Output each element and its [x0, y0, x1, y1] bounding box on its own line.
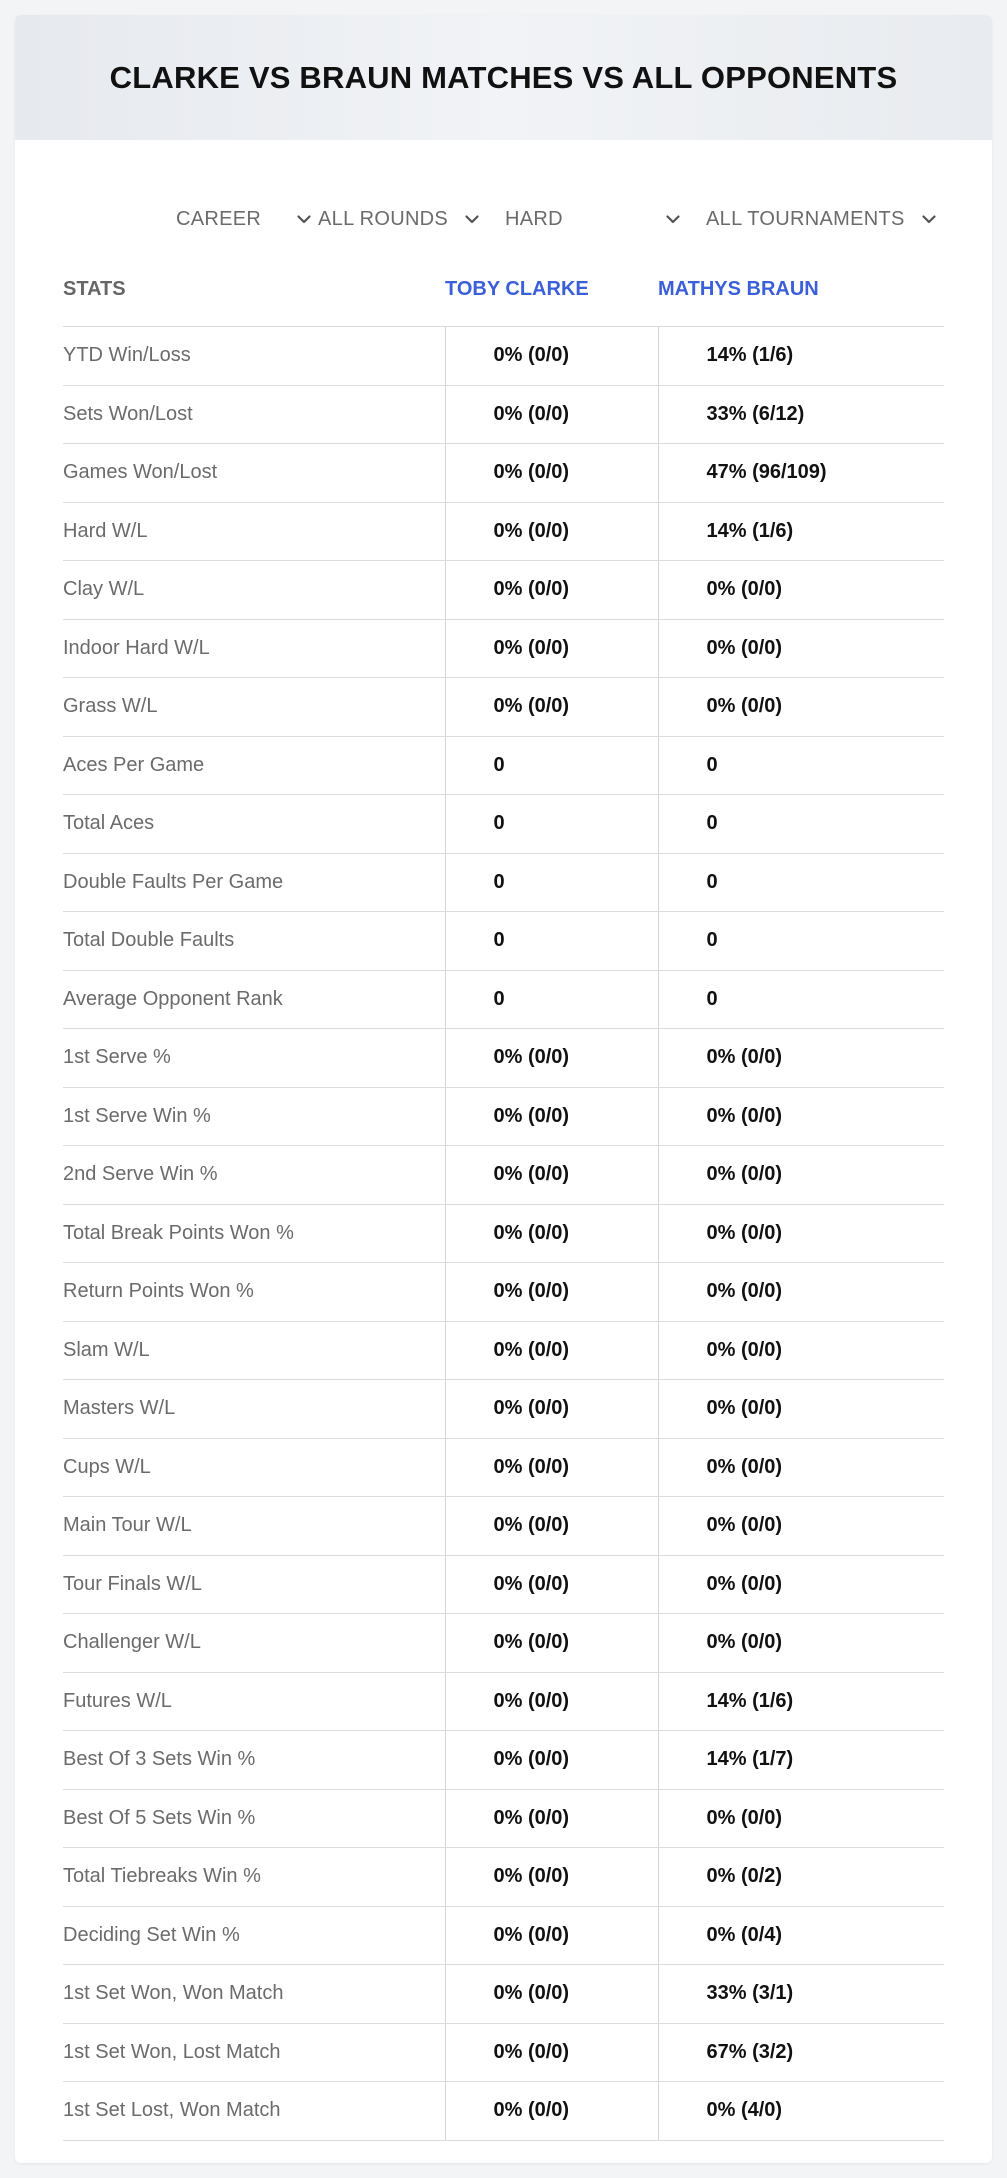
stat-label: Futures W/L — [63, 1672, 445, 1731]
table-row — [63, 1555, 944, 1614]
player2-stat-value: 0% (0/0) — [658, 1380, 944, 1439]
chevron-down-icon[interactable] — [666, 189, 680, 249]
filter-bar — [15, 189, 992, 249]
player1-stat-value: 0% (0/0) — [445, 1029, 658, 1088]
player2-stat-value: 0% (0/0) — [658, 1438, 944, 1497]
stats-column-header: STATS — [63, 253, 445, 327]
table-row — [63, 1731, 944, 1790]
player1-stat-value: 0% (0/0) — [445, 1555, 658, 1614]
stat-label: Sets Won/Lost — [63, 385, 445, 444]
table-row — [63, 1614, 944, 1673]
table-row — [63, 1848, 944, 1907]
player2-stat-value: 33% (3/1) — [658, 1965, 944, 2024]
player1-stat-value: 0% (0/0) — [445, 385, 658, 444]
stat-label: Total Tiebreaks Win % — [63, 1848, 445, 1907]
stat-label: 1st Set Lost, Won Match — [63, 2082, 445, 2141]
player2-stat-value: 0 — [658, 912, 944, 971]
stat-label: Indoor Hard W/L — [63, 619, 445, 678]
table-row — [63, 1965, 944, 2024]
player2-stat-value: 0% (0/0) — [658, 1263, 944, 1322]
player2-column-header[interactable]: MATHYS BRAUN — [658, 253, 944, 327]
player1-stat-value: 0 — [445, 736, 658, 795]
card-header — [15, 15, 992, 140]
filter-career-label: CAREER — [176, 207, 262, 230]
table-row — [63, 1380, 944, 1439]
table-row — [63, 561, 944, 620]
stat-label: Hard W/L — [63, 502, 445, 561]
player1-stat-value: 0% (0/0) — [445, 2082, 658, 2141]
stats-table — [63, 253, 944, 2141]
player2-stat-value: 67% (3/2) — [658, 2023, 944, 2082]
player2-stat-value: 14% (1/6) — [658, 502, 944, 561]
stat-label: Total Break Points Won % — [63, 1204, 445, 1263]
table-row — [63, 619, 944, 678]
player2-stat-value: 0% (0/2) — [658, 1848, 944, 1907]
player1-stat-value: 0% (0/0) — [445, 1614, 658, 1673]
stat-label: Cups W/L — [63, 1438, 445, 1497]
player2-stat-value: 0% (0/0) — [658, 1029, 944, 1088]
table-row — [63, 385, 944, 444]
player2-stat-value: 0% (0/0) — [658, 1204, 944, 1263]
stat-label: Total Aces — [63, 795, 445, 854]
chevron-down-icon[interactable] — [297, 189, 311, 249]
table-row — [63, 1321, 944, 1380]
player2-stat-value: 0% (0/0) — [658, 1321, 944, 1380]
table-row — [63, 970, 944, 1029]
player1-stat-value: 0% (0/0) — [445, 1146, 658, 1205]
player1-stat-value: 0% (0/0) — [445, 1906, 658, 1965]
stat-label: Games Won/Lost — [63, 444, 445, 503]
player1-stat-value: 0% (0/0) — [445, 1672, 658, 1731]
player2-stat-value: 0% (0/0) — [658, 1087, 944, 1146]
player1-stat-value: 0 — [445, 853, 658, 912]
chevron-down-icon[interactable] — [922, 189, 936, 249]
player1-stat-value: 0% (0/0) — [445, 1380, 658, 1439]
table-row — [63, 1672, 944, 1731]
filter-surface-label: HARD — [505, 207, 563, 230]
chevron-down-icon[interactable] — [465, 189, 479, 249]
stat-label: Main Tour W/L — [63, 1497, 445, 1556]
table-row — [63, 678, 944, 737]
player2-stat-value: 0% (0/4) — [658, 1906, 944, 1965]
stat-label: Return Points Won % — [63, 1263, 445, 1322]
stat-label: 1st Set Won, Lost Match — [63, 2023, 445, 2082]
stat-label: 1st Serve % — [63, 1029, 445, 1088]
stat-label: Average Opponent Rank — [63, 970, 445, 1029]
stat-label: Challenger W/L — [63, 1614, 445, 1673]
player1-stat-value: 0% (0/0) — [445, 1789, 658, 1848]
table-row — [63, 1263, 944, 1322]
player1-stat-value: 0% (0/0) — [445, 1438, 658, 1497]
stats-card — [15, 15, 992, 2163]
table-row — [63, 2082, 944, 2141]
stat-label: 2nd Serve Win % — [63, 1146, 445, 1205]
player1-stat-value: 0% (0/0) — [445, 1321, 658, 1380]
stat-label: Slam W/L — [63, 1321, 445, 1380]
table-row — [63, 444, 944, 503]
player1-stat-value: 0% (0/0) — [445, 327, 658, 386]
player1-stat-value: 0% (0/0) — [445, 678, 658, 737]
table-row — [63, 1906, 944, 1965]
player2-stat-value: 0% (0/0) — [658, 678, 944, 737]
player2-stat-value: 0 — [658, 795, 944, 854]
stat-label: 1st Set Won, Won Match — [63, 1965, 445, 2024]
player2-stat-value: 0% (0/0) — [658, 561, 944, 620]
table-row — [63, 736, 944, 795]
player2-stat-value: 0% (0/0) — [658, 1789, 944, 1848]
player2-stat-value: 0% (0/0) — [658, 1146, 944, 1205]
player1-stat-value: 0 — [445, 970, 658, 1029]
stat-label: YTD Win/Loss — [63, 327, 445, 386]
player2-stat-value: 0% (0/0) — [658, 1555, 944, 1614]
player2-stat-value: 14% (1/6) — [658, 327, 944, 386]
filter-tournaments[interactable] — [706, 189, 946, 249]
table-row — [63, 1438, 944, 1497]
table-row — [63, 1087, 944, 1146]
player2-stat-value: 33% (6/12) — [658, 385, 944, 444]
player1-stat-value: 0% (0/0) — [445, 1204, 658, 1263]
stat-label: Best Of 5 Sets Win % — [63, 1789, 445, 1848]
player1-column-header[interactable]: TOBY CLARKE — [445, 253, 658, 327]
table-row — [63, 853, 944, 912]
player2-stat-value: 0 — [658, 736, 944, 795]
table-row — [63, 1789, 944, 1848]
stat-label: Masters W/L — [63, 1380, 445, 1439]
player2-stat-value: 0% (0/0) — [658, 619, 944, 678]
table-row — [63, 912, 944, 971]
stat-label: Deciding Set Win % — [63, 1906, 445, 1965]
stat-label: Double Faults Per Game — [63, 853, 445, 912]
filter-career[interactable] — [176, 189, 316, 249]
stat-label: Best Of 3 Sets Win % — [63, 1731, 445, 1790]
player1-stat-value: 0% (0/0) — [445, 1848, 658, 1907]
filter-rounds-label: ALL ROUNDS — [318, 207, 449, 230]
table-row — [63, 502, 944, 561]
player1-stat-value: 0% (0/0) — [445, 1087, 658, 1146]
player1-stat-value: 0% (0/0) — [445, 1497, 658, 1556]
player1-stat-value: 0% (0/0) — [445, 444, 658, 503]
stat-label: Tour Finals W/L — [63, 1555, 445, 1614]
stat-label: 1st Serve Win % — [63, 1087, 445, 1146]
table-row — [63, 1497, 944, 1556]
player1-stat-value: 0% (0/0) — [445, 502, 658, 561]
stat-label: Grass W/L — [63, 678, 445, 737]
player2-stat-value: 0% (4/0) — [658, 2082, 944, 2141]
player2-stat-value: 47% (96/109) — [658, 444, 944, 503]
player1-stat-value: 0% (0/0) — [445, 561, 658, 620]
table-row — [63, 2023, 944, 2082]
stat-label: Clay W/L — [63, 561, 445, 620]
player1-stat-value: 0 — [445, 912, 658, 971]
table-header-row — [63, 253, 944, 327]
stats-table-body — [63, 327, 944, 2141]
player1-stat-value: 0% (0/0) — [445, 2023, 658, 2082]
filter-tournaments-label: ALL TOURNAMENTS — [706, 207, 905, 230]
table-row — [63, 1204, 944, 1263]
table-row — [63, 1029, 944, 1088]
player1-stat-value: 0% (0/0) — [445, 1263, 658, 1322]
page-title: CLARKE VS BRAUN MATCHES VS ALL OPPONENTS — [109, 59, 898, 95]
player2-stat-value: 14% (1/6) — [658, 1672, 944, 1731]
stat-label: Total Double Faults — [63, 912, 445, 971]
player1-stat-value: 0% (0/0) — [445, 619, 658, 678]
table-row — [63, 1146, 944, 1205]
player1-stat-value: 0% (0/0) — [445, 1731, 658, 1790]
table-row — [63, 795, 944, 854]
player2-stat-value: 0 — [658, 970, 944, 1029]
player2-stat-value: 0 — [658, 853, 944, 912]
player1-stat-value: 0% (0/0) — [445, 1965, 658, 2024]
stat-label: Aces Per Game — [63, 736, 445, 795]
player2-stat-value: 0% (0/0) — [658, 1614, 944, 1673]
player2-stat-value: 0% (0/0) — [658, 1497, 944, 1556]
player2-stat-value: 14% (1/7) — [658, 1731, 944, 1790]
table-row — [63, 327, 944, 386]
player1-stat-value: 0 — [445, 795, 658, 854]
